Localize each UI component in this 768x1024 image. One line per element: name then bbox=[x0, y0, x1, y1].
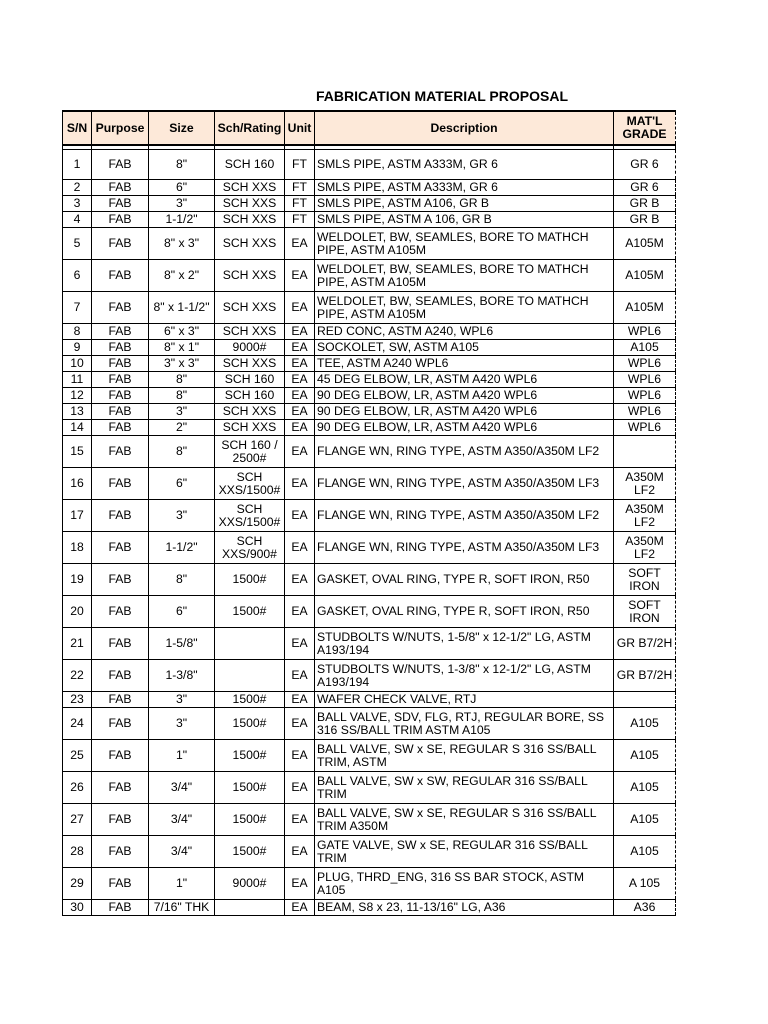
cell-unit: EA bbox=[285, 292, 315, 324]
cell-size: 8" bbox=[149, 436, 215, 468]
table-row bbox=[63, 356, 676, 372]
cell-unit: EA bbox=[285, 660, 315, 692]
cell-material-grade: GR B7/2H bbox=[614, 628, 676, 660]
cell-sn: 24 bbox=[63, 708, 92, 740]
cell-sn: 22 bbox=[63, 660, 92, 692]
cell-unit: EA bbox=[285, 260, 315, 292]
cell-sch-rating: SCH XXS bbox=[215, 260, 285, 292]
cell-unit: FT bbox=[285, 180, 315, 196]
cell-purpose: FAB bbox=[92, 340, 149, 356]
cell-material-grade bbox=[614, 692, 676, 708]
cell-sch-rating: SCH 160 bbox=[215, 388, 285, 404]
cell-sch-rating: 1500# bbox=[215, 740, 285, 772]
cell-sch-rating bbox=[215, 628, 285, 660]
table-row bbox=[63, 868, 676, 900]
cell-purpose: FAB bbox=[92, 772, 149, 804]
cell-purpose: FAB bbox=[92, 356, 149, 372]
table-row bbox=[63, 532, 676, 564]
cell-material-grade: WPL6 bbox=[614, 420, 676, 436]
cell-unit: EA bbox=[285, 500, 315, 532]
header-purpose: Purpose bbox=[92, 111, 149, 145]
table-row bbox=[63, 372, 676, 388]
cell-purpose: FAB bbox=[92, 868, 149, 900]
cell-description: RED CONC, ASTM A240, WPL6 bbox=[315, 324, 614, 340]
cell-purpose: FAB bbox=[92, 260, 149, 292]
cell-sn: 6 bbox=[63, 260, 92, 292]
cell-unit: FT bbox=[285, 196, 315, 212]
table-row bbox=[63, 772, 676, 804]
table-row bbox=[63, 340, 676, 356]
cell-material-grade: A105M bbox=[614, 292, 676, 324]
cell-description: PLUG, THRD_ENG, 316 SS BAR STOCK, ASTM A105 bbox=[315, 868, 614, 900]
cell-size: 8" x 1" bbox=[149, 340, 215, 356]
table-header-row bbox=[63, 111, 676, 145]
cell-description: WELDOLET, BW, SEAMLES, BORE TO MATHCH PIPE, ASTM A105M bbox=[315, 260, 614, 292]
cell-description: TEE, ASTM A240 WPL6 bbox=[315, 356, 614, 372]
cell-description: SMLS PIPE, ASTM A 106, GR B bbox=[315, 212, 614, 228]
cell-size: 1-1/2" bbox=[149, 532, 215, 564]
cell-purpose: FAB bbox=[92, 692, 149, 708]
cell-purpose: FAB bbox=[92, 836, 149, 868]
cell-sch-rating: 1500# bbox=[215, 564, 285, 596]
cell-sn: 26 bbox=[63, 772, 92, 804]
cell-size: 3/4" bbox=[149, 836, 215, 868]
table-row bbox=[63, 292, 676, 324]
cell-size: 3" bbox=[149, 692, 215, 708]
table-row bbox=[63, 836, 676, 868]
table-row bbox=[63, 150, 676, 180]
cell-material-grade: A105 bbox=[614, 708, 676, 740]
cell-material-grade: A105 bbox=[614, 340, 676, 356]
cell-unit: EA bbox=[285, 404, 315, 420]
cell-size: 3" bbox=[149, 196, 215, 212]
cell-material-grade bbox=[614, 436, 676, 468]
cell-material-grade: A105M bbox=[614, 228, 676, 260]
cell-material-grade: A36 bbox=[614, 900, 676, 916]
cell-size: 8" x 3" bbox=[149, 228, 215, 260]
cell-sch-rating: 9000# bbox=[215, 340, 285, 356]
cell-purpose: FAB bbox=[92, 596, 149, 628]
table-row bbox=[63, 196, 676, 212]
cell-unit: EA bbox=[285, 388, 315, 404]
cell-material-grade: GR B7/2H bbox=[614, 660, 676, 692]
cell-size: 3" bbox=[149, 708, 215, 740]
cell-sn: 1 bbox=[63, 150, 92, 180]
cell-sn: 2 bbox=[63, 180, 92, 196]
cell-unit: EA bbox=[285, 420, 315, 436]
cell-unit: EA bbox=[285, 708, 315, 740]
cell-material-grade: GR B bbox=[614, 196, 676, 212]
cell-sch-rating: 9000# bbox=[215, 868, 285, 900]
cell-size: 6" bbox=[149, 468, 215, 500]
cell-size: 8" x 1-1/2" bbox=[149, 292, 215, 324]
cell-material-grade: GR B bbox=[614, 212, 676, 228]
cell-sch-rating: SCH 160 / 2500# bbox=[215, 436, 285, 468]
cell-purpose: FAB bbox=[92, 532, 149, 564]
table-row bbox=[63, 180, 676, 196]
cell-sn: 19 bbox=[63, 564, 92, 596]
cell-sn: 9 bbox=[63, 340, 92, 356]
cell-unit: EA bbox=[285, 468, 315, 500]
cell-sn: 20 bbox=[63, 596, 92, 628]
cell-sch-rating: SCH XXS/1500# bbox=[215, 468, 285, 500]
cell-sch-rating: SCH XXS bbox=[215, 420, 285, 436]
header-sch-rating: Sch/Rating bbox=[215, 111, 285, 145]
cell-size: 1-1/2" bbox=[149, 212, 215, 228]
cell-sch-rating: 1500# bbox=[215, 804, 285, 836]
cell-description: GASKET, OVAL RING, TYPE R, SOFT IRON, R50 bbox=[315, 596, 614, 628]
table-row bbox=[63, 500, 676, 532]
table-body bbox=[63, 145, 676, 916]
header-unit: Unit bbox=[285, 111, 315, 145]
material-table bbox=[62, 110, 676, 916]
table-row bbox=[63, 804, 676, 836]
cell-sch-rating: SCH XXS bbox=[215, 196, 285, 212]
cell-unit: EA bbox=[285, 340, 315, 356]
cell-sn: 10 bbox=[63, 356, 92, 372]
cell-purpose: FAB bbox=[92, 564, 149, 596]
cell-sch-rating: SCH XXS/1500# bbox=[215, 500, 285, 532]
table-row bbox=[63, 900, 676, 916]
cell-sn: 17 bbox=[63, 500, 92, 532]
cell-size: 3" x 3" bbox=[149, 356, 215, 372]
cell-sch-rating: SCH XXS/900# bbox=[215, 532, 285, 564]
cell-unit: EA bbox=[285, 564, 315, 596]
cell-purpose: FAB bbox=[92, 436, 149, 468]
cell-sch-rating: 1500# bbox=[215, 596, 285, 628]
table-row bbox=[63, 260, 676, 292]
cell-unit: EA bbox=[285, 772, 315, 804]
cell-material-grade: GR 6 bbox=[614, 150, 676, 180]
cell-sn: 29 bbox=[63, 868, 92, 900]
cell-material-grade: A105 bbox=[614, 772, 676, 804]
cell-sch-rating: SCH XXS bbox=[215, 292, 285, 324]
cell-description: 45 DEG ELBOW, LR, ASTM A420 WPL6 bbox=[315, 372, 614, 388]
cell-unit: EA bbox=[285, 692, 315, 708]
cell-description: FLANGE WN, RING TYPE, ASTM A350/A350M LF2 bbox=[315, 436, 614, 468]
cell-size: 8" bbox=[149, 372, 215, 388]
cell-size: 3" bbox=[149, 404, 215, 420]
cell-sn: 18 bbox=[63, 532, 92, 564]
table-row bbox=[63, 436, 676, 468]
cell-description: FLANGE WN, RING TYPE, ASTM A350/A350M LF2 bbox=[315, 500, 614, 532]
cell-sch-rating: 1500# bbox=[215, 772, 285, 804]
cell-description: FLANGE WN, RING TYPE, ASTM A350/A350M LF3 bbox=[315, 468, 614, 500]
table-row bbox=[63, 420, 676, 436]
cell-sch-rating bbox=[215, 660, 285, 692]
cell-description: WELDOLET, BW, SEAMLES, BORE TO MATHCH PIPE, ASTM A105M bbox=[315, 292, 614, 324]
cell-sn: 5 bbox=[63, 228, 92, 260]
cell-purpose: FAB bbox=[92, 404, 149, 420]
header-sn: S/N bbox=[63, 111, 92, 145]
cell-purpose: FAB bbox=[92, 388, 149, 404]
cell-sn: 30 bbox=[63, 900, 92, 916]
header-size: Size bbox=[149, 111, 215, 145]
header-description: Description bbox=[315, 111, 614, 145]
cell-purpose: FAB bbox=[92, 180, 149, 196]
table-row bbox=[63, 708, 676, 740]
cell-unit: EA bbox=[285, 436, 315, 468]
cell-size: 1" bbox=[149, 740, 215, 772]
cell-size: 3/4" bbox=[149, 804, 215, 836]
cell-material-grade: A350M LF2 bbox=[614, 532, 676, 564]
cell-material-grade: WPL6 bbox=[614, 404, 676, 420]
cell-unit: FT bbox=[285, 212, 315, 228]
cell-size: 1-5/8" bbox=[149, 628, 215, 660]
cell-size: 3" bbox=[149, 500, 215, 532]
cell-sn: 3 bbox=[63, 196, 92, 212]
cell-description: FLANGE WN, RING TYPE, ASTM A350/A350M LF3 bbox=[315, 532, 614, 564]
cell-unit: EA bbox=[285, 804, 315, 836]
cell-sn: 11 bbox=[63, 372, 92, 388]
cell-size: 2" bbox=[149, 420, 215, 436]
cell-sch-rating: 1500# bbox=[215, 692, 285, 708]
cell-description: 90 DEG ELBOW, LR, ASTM A420 WPL6 bbox=[315, 420, 614, 436]
table-row bbox=[63, 388, 676, 404]
table-row bbox=[63, 324, 676, 340]
cell-purpose: FAB bbox=[92, 196, 149, 212]
cell-description: BEAM, S8 x 23, 11-13/16" LG, A36 bbox=[315, 900, 614, 916]
cell-size: 1" bbox=[149, 868, 215, 900]
cell-material-grade: SOFT IRON bbox=[614, 596, 676, 628]
cell-size: 6" x 3" bbox=[149, 324, 215, 340]
cell-material-grade: A105 bbox=[614, 804, 676, 836]
cell-unit: EA bbox=[285, 356, 315, 372]
cell-purpose: FAB bbox=[92, 372, 149, 388]
cell-sn: 14 bbox=[63, 420, 92, 436]
cell-unit: EA bbox=[285, 532, 315, 564]
cell-description: SMLS PIPE, ASTM A333M, GR 6 bbox=[315, 150, 614, 180]
header-material-grade: MAT'L GRADE bbox=[614, 111, 676, 145]
cell-unit: EA bbox=[285, 868, 315, 900]
cell-description: GATE VALVE, SW x SE, REGULAR 316 SS/BALL TRIM bbox=[315, 836, 614, 868]
cell-sn: 7 bbox=[63, 292, 92, 324]
cell-sn: 21 bbox=[63, 628, 92, 660]
cell-purpose: FAB bbox=[92, 420, 149, 436]
cell-material-grade: WPL6 bbox=[614, 372, 676, 388]
cell-sch-rating: SCH XXS bbox=[215, 404, 285, 420]
cell-description: SMLS PIPE, ASTM A333M, GR 6 bbox=[315, 180, 614, 196]
cell-size: 6" bbox=[149, 180, 215, 196]
cell-unit: EA bbox=[285, 228, 315, 260]
cell-purpose: FAB bbox=[92, 708, 149, 740]
cell-size: 3/4" bbox=[149, 772, 215, 804]
cell-material-grade: A105 bbox=[614, 740, 676, 772]
cell-purpose: FAB bbox=[92, 740, 149, 772]
cell-material-grade: A105 bbox=[614, 836, 676, 868]
cell-description: BALL VALVE, SDV, FLG, RTJ, REGULAR BORE, SS 316 SS/BALL TRIM ASTM A105 bbox=[315, 708, 614, 740]
cell-description: GASKET, OVAL RING, TYPE R, SOFT IRON, R50 bbox=[315, 564, 614, 596]
cell-purpose: FAB bbox=[92, 150, 149, 180]
cell-purpose: FAB bbox=[92, 324, 149, 340]
cell-material-grade: A105M bbox=[614, 260, 676, 292]
cell-unit: EA bbox=[285, 836, 315, 868]
table-row bbox=[63, 564, 676, 596]
cell-sn: 4 bbox=[63, 212, 92, 228]
cell-size: 8" bbox=[149, 388, 215, 404]
cell-purpose: FAB bbox=[92, 804, 149, 836]
cell-size: 8" x 2" bbox=[149, 260, 215, 292]
cell-unit: FT bbox=[285, 150, 315, 180]
cell-sn: 13 bbox=[63, 404, 92, 420]
cell-sn: 27 bbox=[63, 804, 92, 836]
cell-size: 1-3/8" bbox=[149, 660, 215, 692]
table-row bbox=[63, 468, 676, 500]
cell-material-grade: WPL6 bbox=[614, 324, 676, 340]
cell-purpose: FAB bbox=[92, 212, 149, 228]
table-row bbox=[63, 404, 676, 420]
cell-sn: 12 bbox=[63, 388, 92, 404]
cell-sch-rating: SCH XXS bbox=[215, 324, 285, 340]
cell-sch-rating bbox=[215, 900, 285, 916]
table-row bbox=[63, 596, 676, 628]
cell-description: WAFER CHECK VALVE, RTJ bbox=[315, 692, 614, 708]
cell-size: 6" bbox=[149, 596, 215, 628]
cell-size: 8" bbox=[149, 564, 215, 596]
cell-material-grade: A 105 bbox=[614, 868, 676, 900]
cell-material-grade: SOFT IRON bbox=[614, 564, 676, 596]
table-row bbox=[63, 692, 676, 708]
cell-unit: EA bbox=[285, 324, 315, 340]
cell-sn: 16 bbox=[63, 468, 92, 500]
cell-description: STUDBOLTS W/NUTS, 1-3/8" x 12-1/2" LG, ASTM A193/194 bbox=[315, 660, 614, 692]
cell-description: 90 DEG ELBOW, LR, ASTM A420 WPL6 bbox=[315, 404, 614, 420]
cell-sch-rating: 1500# bbox=[215, 836, 285, 868]
cell-sch-rating: SCH 160 bbox=[215, 372, 285, 388]
cell-sn: 23 bbox=[63, 692, 92, 708]
cell-sch-rating: SCH 160 bbox=[215, 150, 285, 180]
cell-sch-rating: SCH XXS bbox=[215, 212, 285, 228]
cell-unit: EA bbox=[285, 900, 315, 916]
cell-material-grade: A350M LF2 bbox=[614, 500, 676, 532]
cell-description: 90 DEG ELBOW, LR, ASTM A420 WPL6 bbox=[315, 388, 614, 404]
cell-sn: 28 bbox=[63, 836, 92, 868]
cell-description: SMLS PIPE, ASTM A106, GR B bbox=[315, 196, 614, 212]
cell-unit: EA bbox=[285, 372, 315, 388]
cell-sch-rating: SCH XXS bbox=[215, 180, 285, 196]
cell-sch-rating: 1500# bbox=[215, 708, 285, 740]
cell-sn: 15 bbox=[63, 436, 92, 468]
document-title: FABRICATION MATERIAL PROPOSAL bbox=[316, 88, 568, 104]
cell-material-grade: WPL6 bbox=[614, 388, 676, 404]
cell-size: 8" bbox=[149, 150, 215, 180]
cell-sch-rating: SCH XXS bbox=[215, 356, 285, 372]
cell-sch-rating: SCH XXS bbox=[215, 228, 285, 260]
cell-sn: 8 bbox=[63, 324, 92, 340]
table-row bbox=[63, 660, 676, 692]
cell-size: 7/16" THK bbox=[149, 900, 215, 916]
table-row bbox=[63, 740, 676, 772]
cell-purpose: FAB bbox=[92, 900, 149, 916]
cell-material-grade: WPL6 bbox=[614, 356, 676, 372]
cell-unit: EA bbox=[285, 628, 315, 660]
table-row bbox=[63, 228, 676, 260]
cell-purpose: FAB bbox=[92, 500, 149, 532]
cell-material-grade: GR 6 bbox=[614, 180, 676, 196]
cell-description: STUDBOLTS W/NUTS, 1-5/8" x 12-1/2" LG, ASTM A193/194 bbox=[315, 628, 614, 660]
cell-description: WELDOLET, BW, SEAMLES, BORE TO MATHCH PIPE, ASTM A105M bbox=[315, 228, 614, 260]
cell-description: SOCKOLET, SW, ASTM A105 bbox=[315, 340, 614, 356]
cell-purpose: FAB bbox=[92, 468, 149, 500]
cell-unit: EA bbox=[285, 740, 315, 772]
cell-sn: 25 bbox=[63, 740, 92, 772]
cell-unit: EA bbox=[285, 596, 315, 628]
cell-purpose: FAB bbox=[92, 628, 149, 660]
table-row bbox=[63, 212, 676, 228]
cell-description: BALL VALVE, SW x SW, REGULAR 316 SS/BALL TRIM bbox=[315, 772, 614, 804]
cell-purpose: FAB bbox=[92, 228, 149, 260]
cell-material-grade: A350M LF2 bbox=[614, 468, 676, 500]
table-row bbox=[63, 628, 676, 660]
cell-description: BALL VALVE, SW x SE, REGULAR S 316 SS/BALL TRIM, ASTM bbox=[315, 740, 614, 772]
cell-description: BALL VALVE, SW x SE, REGULAR S 316 SS/BALL TRIM A350M bbox=[315, 804, 614, 836]
cell-purpose: FAB bbox=[92, 660, 149, 692]
cell-purpose: FAB bbox=[92, 292, 149, 324]
